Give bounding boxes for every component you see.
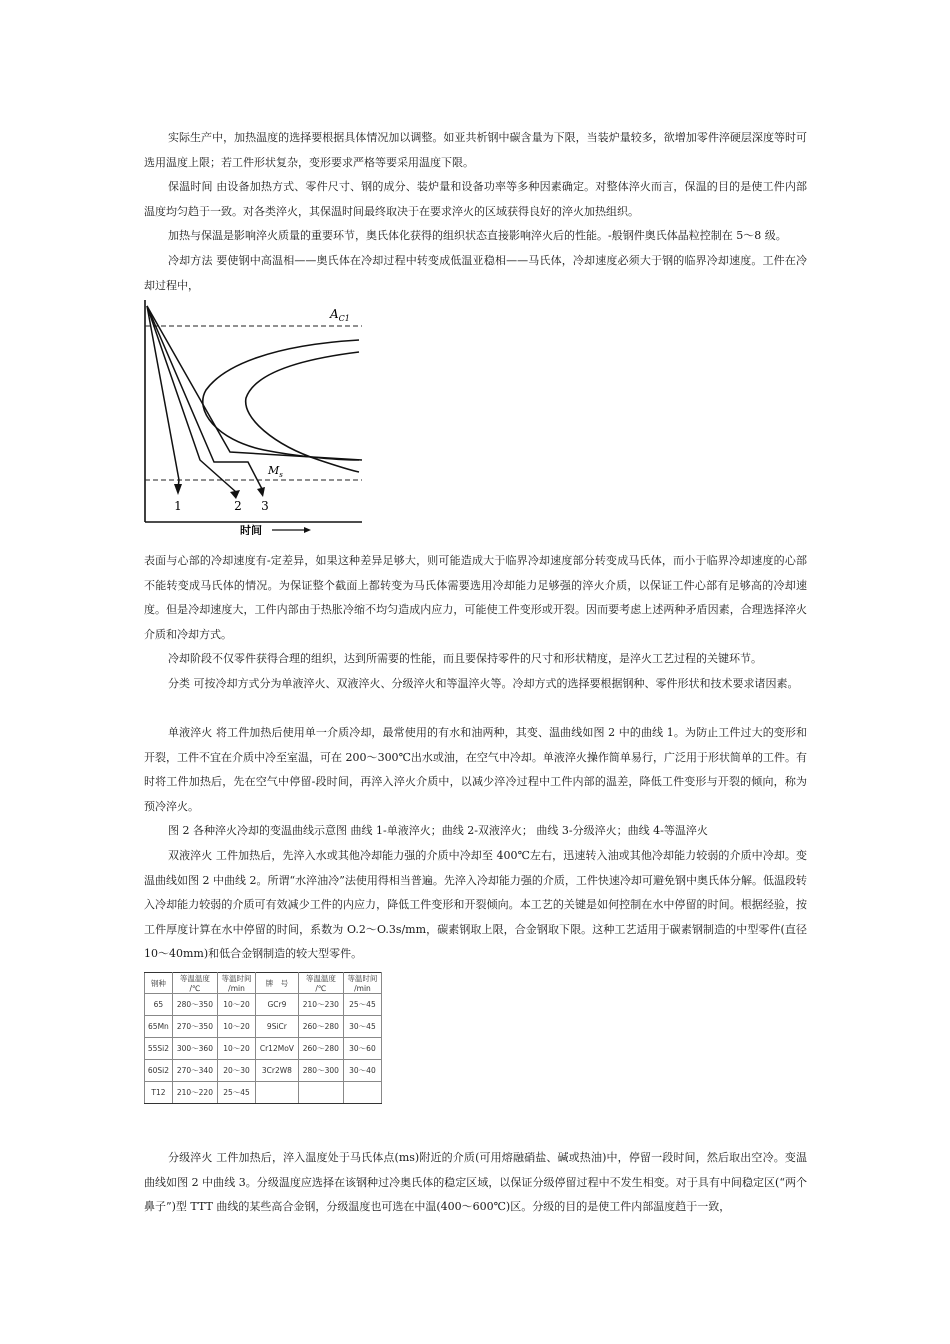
isothermal-table	[144, 972, 382, 1104]
label-curve-1: 1	[174, 499, 182, 513]
header-temp: 等温温度 /℃	[172, 973, 217, 994]
table-row	[145, 1060, 382, 1082]
label-curve-2: 2	[234, 499, 242, 513]
table-row	[145, 1038, 382, 1060]
table-cell: 210～230	[298, 994, 343, 1016]
table-cell: 30～45	[343, 1016, 381, 1038]
paragraph-surface-core: 表面与心部的冷却速度有-定差异，如果这种差异足够大，则可能造成大于临界冷却速度部分转变成马氏体，而小于临界冷却速度的心部不能转变成马氏体的情况。为保证整个截面上都转变为马氏体需要选用冷却能力足够强的淬火介质，以保证工件心部有足够高的冷却速度。但是冷却速度大，工件内部由于热胀冷缩不均匀造成内应力，可能使工件变形或开裂。因而要考虑上述两种矛盾因素，合理选择淬火介质和冷却方式。	[144, 554, 807, 641]
paragraph-double-liquid: 双液淬火 工件加热后，先淬入水或其他冷却能力强的介质中冷却至 400℃左右，迅速转入油或其他冷却能力较弱的介质中冷却。变温曲线如图 2 中曲线 2。所谓“水淬油冷”法使用得相当普遍。先淬入冷却能力强的介质，工件快速冷却可避免钢中奥氏体分解。低温段转入冷却能力较弱的介质可有效减少工件的内应力，降低工件变形和开裂倾向。本工艺的关键是如何控制在水中停留的时间。根据经验，按工件厚度计算在水中停留的时间，系数为 O.2～O.3s/mm，碳素钢取上限，合金钢取下限。这种工艺适用于碳素钢制造的中型零件(直径 10～40mm)和低合金钢制造的较大型零件。	[144, 849, 807, 960]
table-cell: 9SiCr	[256, 1016, 299, 1038]
table-cell	[298, 1082, 343, 1104]
label-ms: $M_s$	[268, 464, 283, 479]
label-curve-3: 3	[261, 499, 269, 513]
table-row	[145, 1082, 382, 1104]
paragraph-heating-holding: 加热与保温是影响淬火质量的重要环节，奥氏体化获得的组织状态直接影响淬火后的性能。-般钢件奥氏体晶粒控制在 5～8 级。	[168, 229, 787, 242]
table-header-row	[145, 973, 382, 994]
table-cell: 60Si2	[145, 1060, 173, 1082]
cooling-curves-diagram	[144, 300, 364, 535]
table-cell: 3Cr2W8	[256, 1060, 299, 1082]
table-row	[145, 994, 382, 1016]
table-cell: 260～280	[298, 1016, 343, 1038]
cooling-curve-2	[147, 306, 236, 492]
cooling-curve-4	[147, 306, 362, 460]
table-cell: 210～220	[172, 1082, 217, 1104]
header-steel: 钢种	[145, 973, 173, 994]
table-cell: 270～340	[172, 1060, 217, 1082]
table-cell: 270～350	[172, 1016, 217, 1038]
table-cell: 25～45	[217, 1082, 255, 1104]
table-cell: 280～300	[298, 1060, 343, 1082]
table-cell: 20～30	[217, 1060, 255, 1082]
arrow-1	[174, 484, 182, 495]
header-grade: 牌 号	[256, 973, 299, 994]
table-cell: 30～60	[343, 1038, 381, 1060]
table-cell	[256, 1082, 299, 1104]
table-cell: 55Si2	[145, 1038, 173, 1060]
paragraph-single-liquid: 单液淬火 将工件加热后使用单一介质冷却，最常使用的有水和油两种，其变、温曲线如图 2 中的曲线 1。为防止工件过大的变形和开裂，工件不宜在介质中冷至室温，可在 200～300℃出水或油，在空气中冷却。单液淬火操作简单易行，广泛用于形状简单的工件。有时将工件加热后，先在空气中停留-段时间，再淬入淬火介质中，以减少淬冷过程中工件内部的温差，降低工件变形与开裂的倾向，称为预冷淬火。	[144, 726, 807, 813]
arrow-2	[230, 490, 240, 499]
figure-caption: 图 2 各种淬火冷却的变温曲线示意图 曲线 1-单液淬火；曲线 2-双液淬火； 曲线 3-分级淬火；曲线 4-等温淬火	[168, 824, 708, 837]
paragraph-classification: 分类 可按冷却方式分为单液淬火、双液淬火、分级淬火和等温淬火等。冷却方式的选择要根据钢种、零件形状和技术要求诸因素。	[168, 677, 799, 690]
table-row	[145, 1016, 382, 1038]
table-cell: 10～20	[217, 1038, 255, 1060]
paragraph-heating-temperature: 实际生产中，加热温度的选择要根据具体情况加以调整。如亚共析钢中碳含量为下限，当装炉量较多，欲增加零件淬硬层深度等时可选用温度上限；若工件形状复杂，变形要求严格等要采用温度下限。	[144, 131, 807, 169]
header-temp2: 等温温度 /℃	[298, 973, 343, 994]
header-time: 等温时间 /min	[217, 973, 255, 994]
table-cell: T12	[145, 1082, 173, 1104]
table-cell: 25～45	[343, 994, 381, 1016]
header-time2: 等温时间 /min	[343, 973, 381, 994]
table-cell	[343, 1082, 381, 1104]
x-axis-label: 时间	[240, 524, 262, 535]
label-ac1: $A_{C1}$	[330, 307, 350, 323]
arrow-3	[257, 487, 265, 497]
table-cell: GCr9	[256, 994, 299, 1016]
table-cell: 65Mn	[145, 1016, 173, 1038]
table-cell: 10～20	[217, 1016, 255, 1038]
table-cell: Cr12MoV	[256, 1038, 299, 1060]
x-axis-arrowhead	[304, 527, 311, 533]
paragraph-holding-time: 保温时间 由设备加热方式、零件尺寸、钢的成分、装炉量和设备功率等多种因素确定。对整体淬火而言，保温的目的是使工件内部温度均匀趋于一致。对各类淬火，其保温时间最终取决于在要求淬火的区域获得良好的淬火加热组织。	[144, 180, 807, 218]
table-cell: 260～280	[298, 1038, 343, 1060]
paragraph-graded-quenching: 分级淬火 工件加热后，淬入温度处于马氏体点(ms)附近的介质(可用熔融硝盐、碱或热油)中，停留一段时间，然后取出空冷。变温曲线如图 2 中曲线 3。分级温度应选择在该钢种过冷奥氏体的稳定区域，以保证分级停留过程中不发生相变。对于具有中间稳定区(“两个鼻子”)型 TTT 曲线的某些高合金钢，分级温度也可选在中温(400～600℃)区。分级的目的是使工件内部温度趋于一致，	[144, 1151, 807, 1213]
table-cell: 30～40	[343, 1060, 381, 1082]
table-cell: 65	[145, 994, 173, 1016]
paragraph-cooling-method: 冷却方法 要使钢中高温相——奥氏体在冷却过程中转变成低温亚稳相——马氏体，冷却速度必须大于钢的临界冷却速度。工件在冷却过程中，	[144, 254, 807, 292]
table-cell: 300～360	[172, 1038, 217, 1060]
paragraph-cooling-stage: 冷却阶段不仅零件获得合理的组织，达到所需要的性能，而且要保持零件的尺寸和形状精度，是淬火工艺过程的关键环节。	[168, 652, 762, 665]
figure-cooling-curves	[144, 300, 364, 535]
table-cell: 10～20	[217, 994, 255, 1016]
table-cell: 280～350	[172, 994, 217, 1016]
